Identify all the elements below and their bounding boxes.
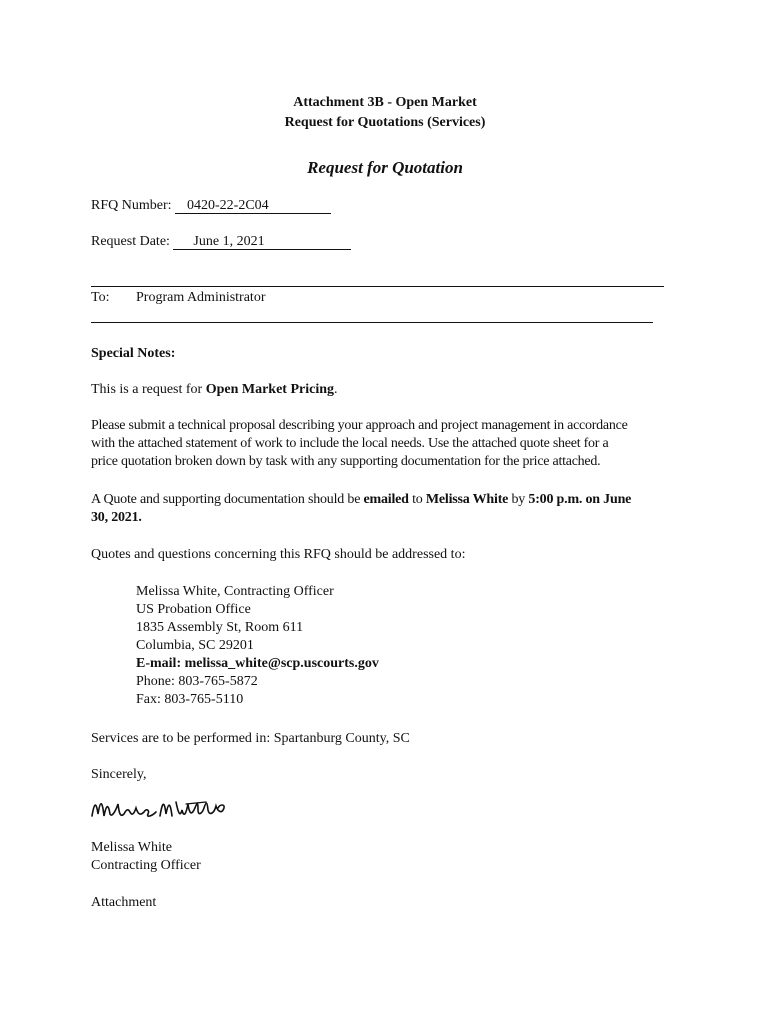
special-notes-heading: Special Notes:	[91, 346, 176, 361]
questions-paragraph: Quotes and questions concerning this RFQ should be addressed to:	[91, 547, 466, 562]
deadline-time-text: 5:00 p.m. on June	[528, 492, 632, 507]
proposal-paragraph	[91, 417, 691, 471]
proposal-line-3: price quotation broken down by task with any supporting documentation for the price attached.	[91, 454, 601, 469]
contact-address-block	[136, 583, 379, 709]
deadline-line-1	[91, 491, 691, 509]
deadline-text-2: to	[408, 492, 426, 507]
request-type-paragraph	[91, 381, 691, 399]
recipient-name-text: Melissa White	[425, 492, 509, 507]
request-suffix-text: .	[334, 382, 338, 397]
request-date-row	[91, 234, 351, 250]
contact-name: Melissa White, Contracting Officer	[136, 584, 334, 599]
deadline-text-1: A Quote and supporting documentation should be	[91, 492, 364, 507]
contact-phone: Phone: 803-765-5872	[136, 674, 258, 689]
page-title: Request for Quotation	[307, 158, 463, 177]
rfq-number-row	[91, 198, 331, 214]
to-label: To:	[91, 290, 110, 305]
deadline-text-3: by	[508, 492, 529, 507]
deadline-paragraph	[91, 491, 691, 527]
attachment-note: Attachment	[91, 895, 157, 910]
contact-office: US Probation Office	[136, 602, 251, 617]
contact-fax: Fax: 803-765-5110	[136, 692, 244, 707]
request-date-value: June 1, 2021	[173, 234, 351, 250]
request-date-label: Request Date:	[91, 234, 170, 249]
handwritten-signature	[88, 790, 228, 830]
rfq-number-label: RFQ Number:	[91, 198, 172, 213]
rfq-number-value: 0420-22-2C04	[175, 198, 331, 214]
document-subtitle: Request for Quotations (Services)	[284, 115, 486, 130]
signer-name: Melissa White	[91, 840, 173, 855]
request-prefix-text: This is a request for	[91, 382, 206, 397]
divider-bottom	[91, 322, 653, 323]
to-value: Program Administrator	[136, 290, 266, 305]
emailed-text: emailed	[363, 492, 409, 507]
signer-title: Contracting Officer	[91, 858, 201, 873]
signer-block	[91, 839, 691, 875]
contact-city: Columbia, SC 29201	[136, 638, 254, 653]
deadline-date-text: 30, 2021.	[91, 510, 142, 525]
attachment-title: Attachment 3B - Open Market	[293, 95, 477, 110]
contact-email: E-mail: melissa_white@scp.uscourts.gov	[136, 656, 379, 671]
proposal-line-2: with the attached statement of work to include the local needs. Use the attached quote sheet for a	[91, 436, 609, 451]
closing-salutation: Sincerely,	[91, 767, 147, 782]
contact-street: 1835 Assembly St, Room 611	[136, 620, 304, 635]
open-market-pricing-text: Open Market Pricing	[205, 382, 335, 397]
services-location-text: Services are to be performed in: Spartanburg County, SC	[91, 731, 410, 746]
proposal-line-1: Please submit a technical proposal describing your approach and project management in accordance	[91, 418, 628, 433]
divider-top	[91, 286, 664, 287]
